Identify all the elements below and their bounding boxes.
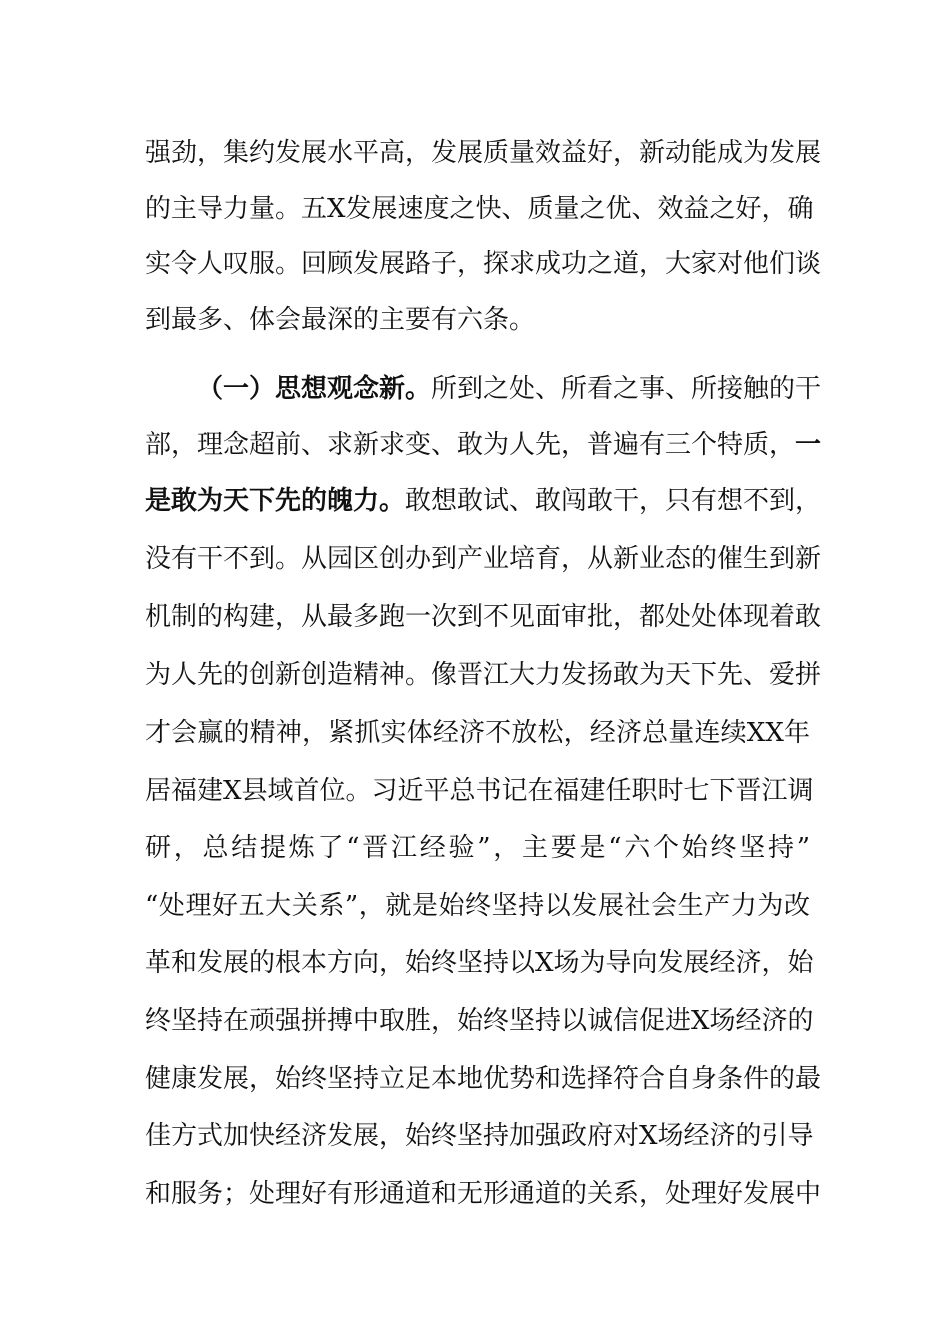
text-line <box>145 425 822 465</box>
text-line: 佳方式加快经济发展，始终坚持加强政府对X场经济的引导 <box>145 1121 814 1151</box>
text-line: 健康发展，始终坚持立足本地优势和选择符合自身条件的最 <box>145 1064 822 1094</box>
bold-run: 是敢为天下先的魄力。 <box>145 486 406 516</box>
text-run: 敢想敢试、敢闯敢干，只有想不到， <box>405 486 822 516</box>
text-line: 强劲，集约发展水平高，发展质量效益好，新动能成为发展 <box>145 138 822 168</box>
text-run: 所到之处、所看之事、所接触的干 <box>431 374 822 404</box>
section-heading: （一）思想观念新。 <box>197 374 432 404</box>
text-run: 部，理念超前、求新求变、敢为人先，普遍有三个特质， <box>145 430 796 460</box>
text-line: “处理好五大关系”，就是始终坚持以发展社会生产力为改 <box>145 891 810 921</box>
bold-run: 一 <box>795 430 822 460</box>
section-heading-line <box>197 369 822 409</box>
text-line: 没有干不到。从园区创办到产业培育，从新业态的催生到新 <box>145 544 822 574</box>
text-line: 为人先的创新创造精神。像晋江大力发扬敢为天下先、爱拼 <box>145 660 822 690</box>
text-line: 机制的构建，从最多跑一次到不见面审批，都处处体现着敢 <box>145 602 822 632</box>
text-line: 终坚持在顽强拼搏中取胜，始终坚持以诚信促进X场经济的 <box>145 1006 814 1036</box>
text-line: 革和发展的根本方向，始终坚持以X场为导向发展经济，始 <box>145 948 814 978</box>
text-line: 的主导力量。五X发展速度之快、质量之优、效益之好，确 <box>145 194 814 224</box>
text-line: 和服务；处理好有形通道和无形通道的关系，处理好发展中 <box>145 1179 822 1209</box>
text-line: 才会赢的精神，紧抓实体经济不放松，经济总量连续XX年 <box>145 718 810 748</box>
text-line: 到最多、体会最深的主要有六条。 <box>145 305 536 335</box>
text-line: 居福建X县域首位。习近平总书记在福建任职时七下晋江调 <box>145 776 814 806</box>
text-line: 研，总结提炼了“晋江经验”，主要是“六个始终坚持” <box>145 833 810 863</box>
text-line <box>145 481 822 521</box>
text-line: 实令人叹服。回顾发展路子，探求成功之道，大家对他们谈 <box>145 249 822 279</box>
